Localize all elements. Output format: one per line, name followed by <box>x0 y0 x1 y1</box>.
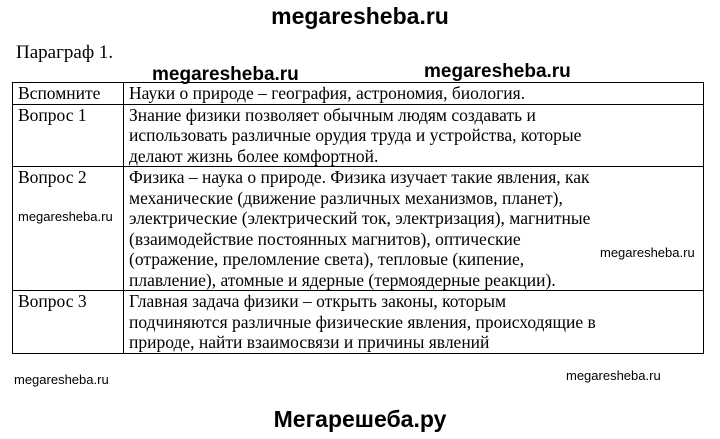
row-answer <box>124 291 704 354</box>
answers-table <box>12 82 704 354</box>
row-answer <box>124 104 704 167</box>
answer-line: Знание физики позволяет обычным людям создавать и <box>129 104 536 125</box>
row-label: Вспомните <box>13 83 124 105</box>
answer-line: делают жизнь более комфортной. <box>129 145 379 166</box>
answer-line: (взаимодействие постоянных магнитов), оптические <box>129 228 521 249</box>
answer-line: Науки о природе – география, астрономия, биология. <box>129 83 526 103</box>
watermark: megaresheba.ru <box>18 209 113 224</box>
watermark: megaresheba.ru <box>152 64 299 85</box>
answer-line: природе, найти взаимосвязи и причины явлений <box>129 332 490 352</box>
answer-line: плавление), атомные и ядерные (термоядерные реакции). <box>129 269 556 290</box>
answer-line: подчиняются различные физические явления, происходящие в <box>129 311 596 332</box>
watermark: megaresheba.ru <box>566 368 661 383</box>
answer-line: (отражение, преломление света), тепловые (кипение, <box>129 249 525 269</box>
site-footer: Мегарешеба.ру <box>273 406 447 432</box>
site-header: megaresheba.ru <box>271 3 449 29</box>
paragraph-title: Параграф 1. <box>16 42 114 63</box>
answer-line: Физика – наука о природе. Физика изучает такие явления, как <box>129 167 590 187</box>
watermark: megaresheba.ru <box>600 245 695 260</box>
answer-line: электрические (электрический ток, электризация), магнитные <box>129 208 591 228</box>
answer-line: Главная задача физики – открыть законы, которым <box>129 291 507 311</box>
answer-line: механические (движение различных механизмов, планет), <box>129 187 563 208</box>
row-answer <box>124 167 704 291</box>
answer-line: использовать различные орудия труда и устройства, которые <box>129 125 582 145</box>
table-row-question-2 <box>13 167 704 291</box>
watermark: megaresheba.ru <box>14 372 109 387</box>
table-row-recall <box>13 83 704 105</box>
row-label: Вопрос 3 <box>13 291 124 354</box>
table-row-question-3 <box>13 291 704 354</box>
row-label: Вопрос 2 <box>13 167 124 291</box>
table-row-question-1 <box>13 104 704 167</box>
row-label: Вопрос 1 <box>13 104 124 167</box>
watermark: megaresheba.ru <box>424 61 571 82</box>
